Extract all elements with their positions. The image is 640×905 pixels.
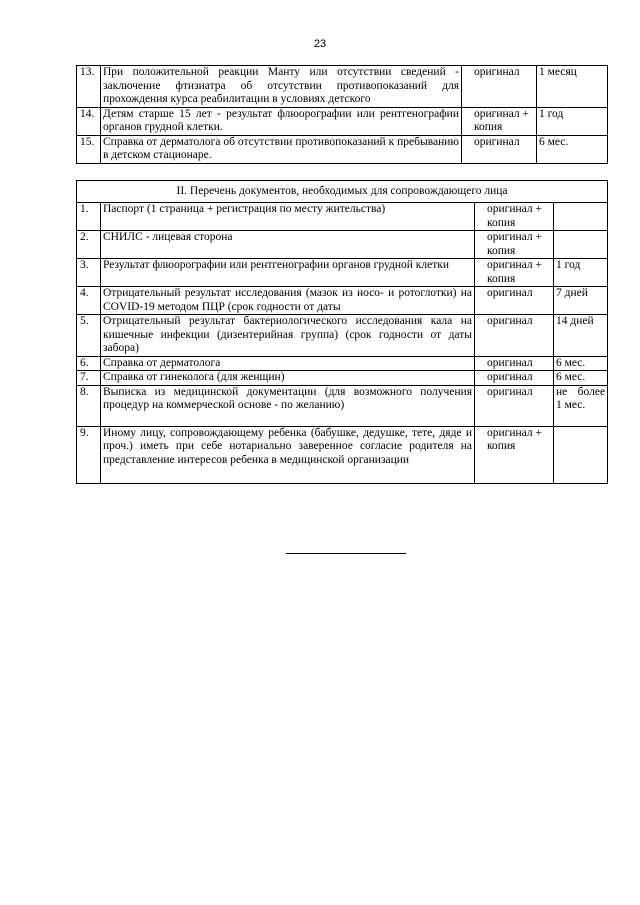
table-row: [77, 259, 608, 287]
end-divider-line: [286, 553, 406, 554]
section-heading: II. Перечень документов, необходимых для сопровождающего лица: [77, 181, 608, 203]
row-number: 8.: [77, 385, 101, 426]
validity-term: 1 год: [537, 107, 608, 135]
row-number: 5.: [77, 315, 101, 357]
validity-term: 6 мес.: [554, 356, 608, 371]
row-number: 15.: [77, 135, 101, 163]
table-row: [77, 231, 608, 259]
table-row: [77, 66, 608, 108]
document-description: Детям старше 15 лет - результат флюорографии или рентгенографии органов грудной клетки.: [101, 107, 462, 135]
document-form: оригинал: [462, 66, 537, 108]
validity-term: не более 1 мес.: [554, 385, 608, 426]
document-form: оригинал + копия: [462, 107, 537, 135]
table-row: [77, 107, 608, 135]
document-form: оригинал + копия: [475, 259, 554, 287]
row-number: 7.: [77, 371, 101, 386]
document-description: Иному лицу, сопровождающему ребенка (бабушке, дедушке, тете, дяде и проч.) иметь при себе нотариально заверенное согласие родителя на представление интересов ребенка в медицинской организации: [101, 426, 475, 483]
table-row: [77, 385, 608, 426]
document-form: оригинал: [475, 356, 554, 371]
document-form: оригинал: [475, 287, 554, 315]
row-number: 3.: [77, 259, 101, 287]
row-number: 14.: [77, 107, 101, 135]
table-row: [77, 426, 608, 483]
row-number: 9.: [77, 426, 101, 483]
validity-term: [554, 203, 608, 231]
row-number: 13.: [77, 66, 101, 108]
table-row: [77, 371, 608, 386]
validity-term: 7 дней: [554, 287, 608, 315]
row-number: 6.: [77, 356, 101, 371]
document-description: Справка от дерматолога об отсутствии противопоказаний к пребыванию в детском стационаре.: [101, 135, 462, 163]
page-number: 23: [313, 38, 327, 50]
document-form: оригинал: [475, 371, 554, 386]
document-description: Отрицательный результат исследования (мазок из носо- и ротоглотки) на COVID-19 методом ПЦР (срок годности от даты: [101, 287, 475, 315]
document-form: оригинал: [475, 315, 554, 357]
document-description: Выписка из медицинской документации (для возможного получения процедур на коммерческой основе - по желанию): [101, 385, 475, 426]
document-description: Справка от дерматолога: [101, 356, 475, 371]
row-number: 2.: [77, 231, 101, 259]
row-number: 4.: [77, 287, 101, 315]
document-form: оригинал + копия: [475, 231, 554, 259]
table-row: [77, 203, 608, 231]
document-form: оригинал: [475, 385, 554, 426]
table-row: [77, 356, 608, 371]
validity-term: 6 мес.: [554, 371, 608, 386]
validity-term: [554, 426, 608, 483]
document-description: При положительной реакции Манту или отсутствии сведений - заключение фтизиатра об отсутствии противопоказаний для прохождения курса реабилитации в условиях детского: [101, 66, 462, 108]
document-form: оригинал: [462, 135, 537, 163]
validity-term: 1 год: [554, 259, 608, 287]
document-form: оригинал + копия: [475, 203, 554, 231]
companion-documents-table: [76, 180, 608, 484]
document-description: Справка от гинеколога (для женщин): [101, 371, 475, 386]
validity-term: 6 мес.: [537, 135, 608, 163]
validity-term: [554, 231, 608, 259]
document-description: Паспорт (1 страница + регистрация по месту жительства): [101, 203, 475, 231]
table-row: [77, 135, 608, 163]
row-number: 1.: [77, 203, 101, 231]
validity-term: 14 дней: [554, 315, 608, 357]
table-row: [77, 287, 608, 315]
table-row: [77, 315, 608, 357]
documents-table-continued: [76, 65, 608, 164]
table-header-row: [77, 181, 608, 203]
document-form: оригинал + копия: [475, 426, 554, 483]
document-description: СНИЛС - лицевая сторона: [101, 231, 475, 259]
document-description: Результат флюорографии или рентгенографии органов грудной клетки: [101, 259, 475, 287]
validity-term: 1 месяц: [537, 66, 608, 108]
document-description: Отрицательный результат бактериологического исследования кала на кишечные инфекции (дизентерийная группа) (срок годности от даты забора): [101, 315, 475, 357]
